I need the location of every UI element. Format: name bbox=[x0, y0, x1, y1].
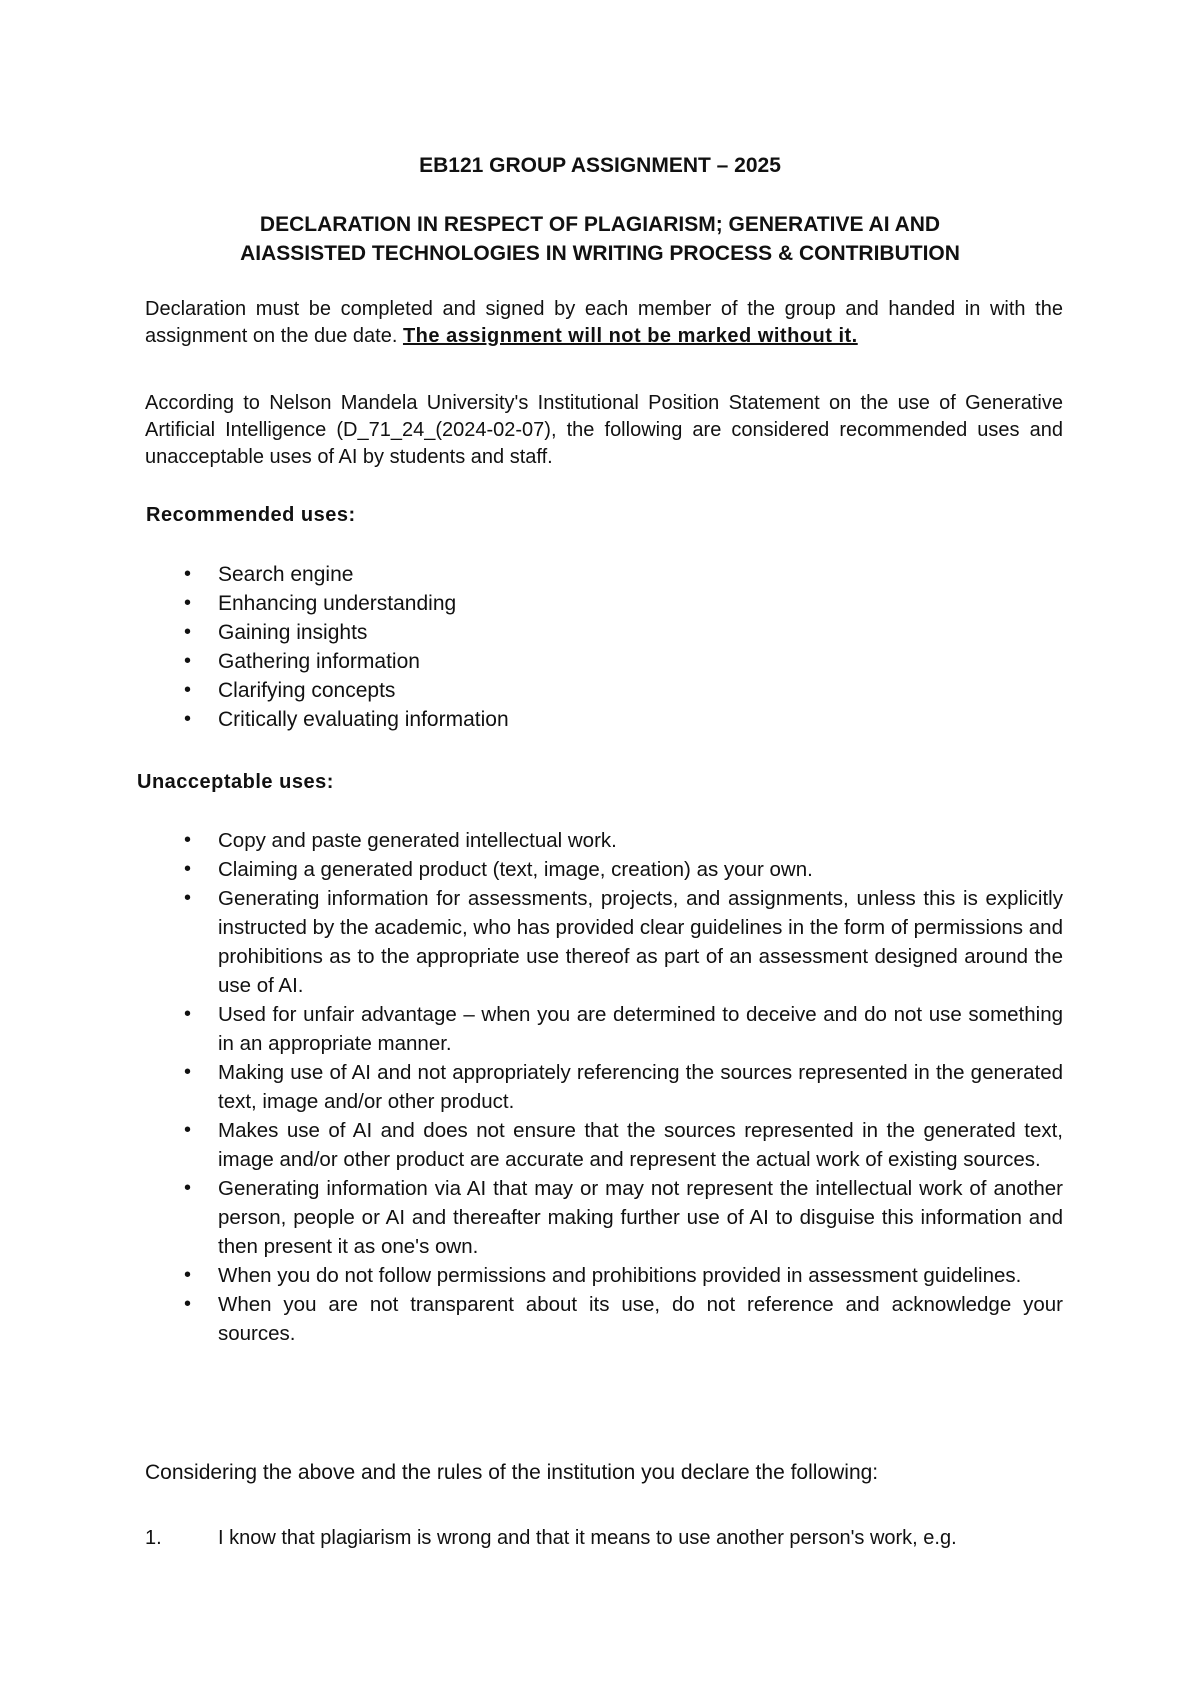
bullet-icon: • bbox=[184, 563, 192, 585]
recommended-heading: Recommended uses: bbox=[146, 504, 356, 526]
bullet-icon: • bbox=[184, 1293, 192, 1315]
list-item: • Making use of AI and not appropriately referencing the sources represented in the generated text, image and/or other product. bbox=[0, 1058, 1063, 1116]
bullet-icon: • bbox=[184, 1264, 192, 1286]
item-text: I know that plagiarism is wrong and that it means to use another person's work, e.g. bbox=[218, 1527, 957, 1549]
item-number: 1. bbox=[145, 1527, 162, 1549]
declare-intro: Considering the above and the rules of the institution you declare the following: bbox=[145, 1461, 879, 1484]
recommended-list bbox=[0, 560, 1200, 734]
bullet-icon: • bbox=[184, 858, 192, 880]
list-item: • Critically evaluating information bbox=[0, 705, 1063, 734]
intro-text: Declaration must be completed and signed by each member of the group and handed in with the assignment on the due date. bbox=[145, 298, 1063, 347]
bullet-icon: • bbox=[184, 1119, 192, 1141]
document-subtitle-line-2: AIASSISTED TECHNOLOGIES IN WRITING PROCESS & CONTRIBUTION bbox=[240, 242, 960, 265]
list-item: • Generating information for assessments, projects, and assignments, unless this is explicitly instructed by the academic, who has provided clear guidelines in the form of permissions and prohibitions as to the appropriate use thereof as part of an assessment designed around the use of AI. bbox=[0, 884, 1063, 1000]
list-item: • Enhancing understanding bbox=[0, 589, 1063, 618]
list-item: • When you do not follow permissions and prohibitions provided in assessment guidelines. bbox=[0, 1261, 1063, 1290]
bullet-icon: • bbox=[184, 679, 192, 701]
list-item: • Generating information via AI that may or may not represent the intellectual work of another person, people or AI and thereafter making further use of AI to disguise this information and then present it as one's own. bbox=[0, 1174, 1063, 1261]
list-item: • Gathering information bbox=[0, 647, 1063, 676]
list-item: • Makes use of AI and does not ensure that the sources represented in the generated text, image and/or other product are accurate and represent the actual work of existing sources. bbox=[0, 1116, 1063, 1174]
bullet-icon: • bbox=[184, 1177, 192, 1199]
bullet-icon: • bbox=[184, 708, 192, 730]
bullet-icon: • bbox=[184, 1003, 192, 1025]
document-subtitle-line-1: DECLARATION IN RESPECT OF PLAGIARISM; GENERATIVE AI AND bbox=[259, 213, 941, 236]
document-title: EB121 GROUP ASSIGNMENT – 2025 bbox=[419, 154, 781, 177]
list-item: • Gaining insights bbox=[0, 618, 1063, 647]
bullet-icon: • bbox=[184, 592, 192, 614]
unacceptable-heading: Unacceptable uses: bbox=[137, 771, 334, 793]
bullet-icon: • bbox=[184, 887, 192, 909]
list-item: • Clarifying concepts bbox=[0, 676, 1063, 705]
list-item: • Used for unfair advantage – when you are determined to deceive and do not use something in an appropriate manner. bbox=[0, 1000, 1063, 1058]
policy-paragraph: According to Nelson Mandela University's Institutional Position Statement on the use of Generative Artificial Intelligence (D_71_24_(2024-02-07), the following are considered recommended uses and unacceptable uses of AI by students and staff. bbox=[145, 392, 1063, 468]
list-item: • When you are not transparent about its use, do not reference and acknowledge your sources. bbox=[0, 1290, 1063, 1348]
list-item: • Claiming a generated product (text, image, creation) as your own. bbox=[0, 855, 1063, 884]
intro-paragraph bbox=[145, 296, 1063, 350]
bullet-icon: • bbox=[184, 1061, 192, 1083]
list-item: • Search engine bbox=[0, 560, 1063, 589]
intro-warning: The assignment will not be marked without it. bbox=[402, 325, 858, 347]
bullet-icon: • bbox=[184, 650, 192, 672]
list-item: • Copy and paste generated intellectual work. bbox=[0, 826, 1063, 855]
unacceptable-list bbox=[0, 826, 1200, 1348]
bullet-icon: • bbox=[184, 621, 192, 643]
bullet-icon: • bbox=[184, 829, 192, 851]
